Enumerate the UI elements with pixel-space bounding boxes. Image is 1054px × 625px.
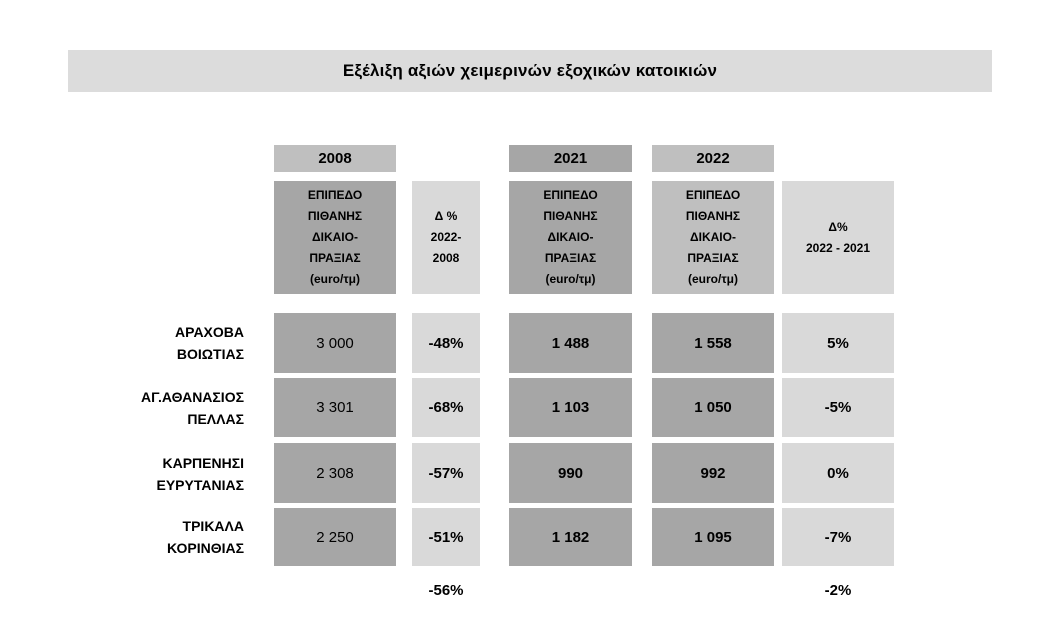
header-delta-2022-2008: Δ % 2022- 2008 [412,181,480,294]
cell-delta-2022-2021: -7% [782,508,894,566]
cell-delta-2022-2021: 5% [782,313,894,373]
row-label-line2: ΒΟΙΩΤΙΑΣ [176,346,244,362]
header-level-2021: ΕΠΙΠΕΔΟ ΠΙΘΑΝΗΣ ΔΙΚΑΙΟ- ΠΡΑΞΙΑΣ (euro/τμ) [509,181,632,294]
row-label-line1: ΚΑΡΠΕΝΗΣΙ [162,455,244,471]
cell-level-2022: 1 095 [652,508,774,566]
row-label [80,452,244,496]
cell-level-2008: 3 301 [274,378,396,437]
cell-level-2022: 992 [652,443,774,503]
total-delta-2022-2008: -56% [428,582,464,599]
header-level-2022: ΕΠΙΠΕΔΟ ΠΙΘΑΝΗΣ ΔΙΚΑΙΟ- ΠΡΑΞΙΑΣ (euro/τμ) [652,181,774,294]
year-header-2008: 2008 [274,145,396,172]
cell-delta-2022-2008: -68% [412,378,480,437]
row-label [80,321,244,365]
cell-level-2008: 2 308 [274,443,396,503]
cell-delta-2022-2021: -5% [782,378,894,437]
page-title: Εξέλιξη αξιών χειμερινών εξοχικών κατοικιών [342,61,718,80]
row-label-line2: ΕΥΡΥΤΑΝΙΑΣ [156,477,244,493]
title-bar [68,50,992,92]
cell-level-2022: 1 558 [652,313,774,373]
row-label-line1: ΑΡΑΧΟΒΑ [175,324,244,340]
cell-delta-2022-2008: -51% [412,508,480,566]
row-label [80,515,244,559]
cell-level-2022: 1 050 [652,378,774,437]
row-label-line2: ΚΟΡΙΝΘΙΑΣ [167,540,244,556]
cell-level-2021: 990 [509,443,632,503]
cell-delta-2022-2008: -57% [412,443,480,503]
cell-level-2008: 2 250 [274,508,396,566]
year-header-2022: 2022 [652,145,774,172]
row-label [80,386,244,430]
row-label-line1: ΤΡΙΚΑΛΑ [182,518,244,534]
cell-level-2021: 1 488 [509,313,632,373]
year-header-2021: 2021 [509,145,632,172]
row-label-line2: ΠΕΛΛΑΣ [187,411,244,427]
cell-level-2021: 1 182 [509,508,632,566]
header-delta-2022-2021: Δ% 2022 - 2021 [782,181,894,294]
cell-delta-2022-2008: -48% [412,313,480,373]
cell-level-2008: 3 000 [274,313,396,373]
row-label-line1: ΑΓ.ΑΘΑΝΑΣΙΟΣ [140,389,244,405]
cell-level-2021: 1 103 [509,378,632,437]
total-delta-2022-2021: -2% [824,582,852,599]
header-level-2008: ΕΠΙΠΕΔΟ ΠΙΘΑΝΗΣ ΔΙΚΑΙΟ- ΠΡΑΞΙΑΣ (euro/τμ) [274,181,396,294]
cell-delta-2022-2021: 0% [782,443,894,503]
